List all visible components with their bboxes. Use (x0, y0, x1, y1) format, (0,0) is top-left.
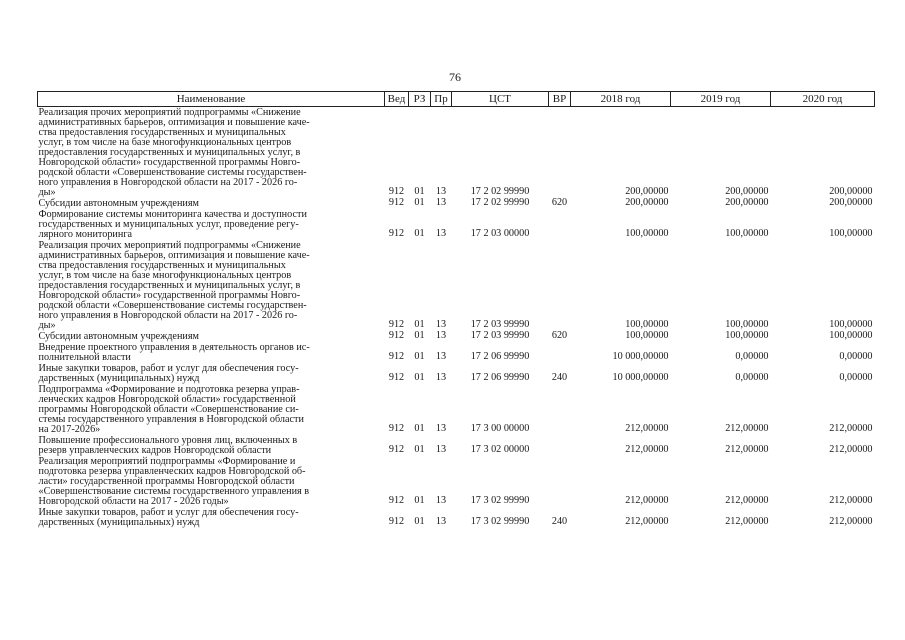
page-number: 76 (449, 70, 461, 84)
amount-2018-cell: 100,00000 (625, 330, 669, 341)
row-name-line: резерв управленческих кадров Новгородской области (38, 445, 272, 456)
amount-2019-cell: 0,00000 (735, 351, 769, 362)
row-name-line: Повышение профессионального уровня лиц, включенных в (38, 435, 298, 446)
row-name-line: дарственных (муниципальных) нужд (38, 517, 200, 528)
amount-2018-cell: 212,00000 (625, 495, 669, 506)
amount-2018-cell: 100,00000 (625, 228, 669, 239)
rz-cell: 01 (414, 444, 425, 455)
ved-cell: 912 (388, 351, 405, 362)
row-name-line: государственных и муниципальных услуг, проведение регу- (38, 219, 299, 230)
row-name-line: ласти» государственной программы Новгородской области (38, 476, 295, 487)
row-name-line: Новгородской области» государственной программы Новго- (38, 290, 301, 301)
amount-2020-cell: 100,00000 (829, 330, 873, 341)
row-name-line: Реализация прочих мероприятий подпрограммы «Снижение (38, 240, 301, 251)
cst-cell: 17 2 06 99990 (470, 372, 530, 383)
pr-cell: 13 (435, 444, 447, 455)
rz-cell: 01 (414, 330, 425, 341)
amount-2018-cell: 10 000,00000 (612, 372, 669, 383)
row-name-cell (38, 107, 385, 199)
row-name-line: Субсидии автономным учреждениям (38, 331, 199, 342)
row-name-line: родской области «Совершенствование системы государствен- (38, 167, 307, 178)
row-name-line: Новгородской области на 2017 - 2026 годы» (38, 496, 229, 507)
rz-cell: 01 (414, 197, 425, 208)
row-name-line: Внедрение проектного управления в деятельность органов ис- (38, 342, 310, 353)
amount-2020-cell: 212,00000 (829, 423, 873, 434)
pr-cell: 13 (435, 495, 447, 506)
row-name-line: Иные закупки товаров, работ и услуг для обеспечения госу- (38, 363, 299, 374)
row-name-line: родской области «Совершенствование системы государствен- (38, 300, 307, 311)
row-name-line: дарственных (муниципальных) нужд (38, 373, 200, 384)
table-row (38, 384, 875, 435)
row-name-cell (38, 384, 385, 435)
vr-cell (549, 384, 571, 435)
row-name-line: предоставления государственных и муниципальных услуг, в (38, 147, 301, 158)
vr-cell (549, 107, 571, 199)
pr-cell: 13 (435, 228, 447, 239)
amount-2018-cell: 212,00000 (625, 444, 669, 455)
amount-2019-cell: 212,00000 (725, 516, 769, 527)
row-name-line: Формирование системы мониторинга качества и доступности (38, 209, 307, 220)
vr-cell (549, 209, 571, 240)
ved-cell: 912 (388, 444, 405, 455)
pr-cell: 13 (435, 372, 447, 383)
row-name-line: Подпрограмма «Формирование и подготовка резерва управ- (38, 384, 300, 395)
row-name-line: административных барьеров, оптимизация и повышение каче- (38, 117, 310, 128)
amount-2019-cell: 100,00000 (725, 228, 769, 239)
row-name-line: административных барьеров, оптимизация и повышение каче- (38, 250, 310, 261)
row-name-line: программы Новгородской области «Совершенствование си- (38, 404, 299, 415)
vr-cell: 620 (551, 197, 568, 208)
table-row (38, 363, 875, 384)
amount-2020-cell: 0,00000 (839, 351, 873, 362)
header-vr: ВР (549, 92, 571, 107)
pr-cell: 13 (435, 330, 447, 341)
row-name-line: ного управления в Новгородской области на 2017 - 2026 го- (38, 310, 298, 321)
ved-cell: 912 (388, 516, 405, 527)
row-name-line: подготовка резерва управленческих кадров Новгородской об- (38, 466, 306, 477)
vr-cell: 240 (551, 516, 568, 527)
amount-2020-cell: 0,00000 (839, 372, 873, 383)
amount-2018-cell: 100,00000 (625, 319, 669, 330)
ved-cell: 912 (388, 319, 405, 330)
row-name-line: «Совершенствование системы государственного управления в (38, 486, 310, 497)
ved-cell: 912 (388, 372, 405, 383)
row-name-cell (38, 240, 385, 331)
table-row (38, 240, 875, 331)
cst-cell: 17 3 02 99990 (470, 495, 530, 506)
row-name-line: ды» (38, 187, 56, 198)
row-name-line: Реализация прочих мероприятий подпрограммы «Снижение (38, 107, 301, 118)
header-cst: ЦСТ (452, 92, 549, 107)
row-name-cell (38, 198, 385, 209)
table-header-row (38, 92, 875, 107)
row-name-line: ства предоставления государственных и муниципальных (38, 260, 286, 271)
table-row (38, 209, 875, 240)
pr-cell: 13 (435, 516, 447, 527)
amount-2018-cell: 212,00000 (625, 516, 669, 527)
amount-2018-cell: 200,00000 (625, 197, 669, 208)
row-name-line: предоставления государственных и муниципальных услуг, в (38, 280, 301, 291)
cst-cell: 17 2 02 99990 (470, 197, 530, 208)
table-row (38, 456, 875, 507)
rz-cell: 01 (414, 319, 425, 330)
header-2020: 2020 год (771, 92, 875, 107)
amount-2019-cell: 200,00000 (725, 197, 769, 208)
pr-cell: 13 (435, 423, 447, 434)
vr-cell (549, 342, 571, 363)
row-name-cell (38, 209, 385, 240)
header-ved: Вед (385, 92, 409, 107)
row-name-line: Реализация мероприятий подпрограммы «Формирование и (38, 456, 296, 467)
amount-2020-cell: 212,00000 (829, 495, 873, 506)
rz-cell: 01 (414, 186, 425, 197)
header-2018: 2018 год (571, 92, 671, 107)
header-rz: РЗ (409, 92, 431, 107)
vr-cell: 620 (551, 330, 568, 341)
rz-cell: 01 (414, 423, 425, 434)
amount-2018-cell: 212,00000 (625, 423, 669, 434)
amount-2019-cell: 200,00000 (725, 186, 769, 197)
amount-2020-cell: 100,00000 (829, 228, 873, 239)
amount-2018-cell: 200,00000 (625, 186, 669, 197)
vr-cell: 240 (551, 372, 568, 383)
amount-2020-cell: 212,00000 (829, 444, 873, 455)
row-name-cell (38, 342, 385, 363)
ved-cell: 912 (388, 228, 405, 239)
amount-2019-cell: 212,00000 (725, 495, 769, 506)
cst-cell: 17 2 02 99990 (470, 186, 530, 197)
pr-cell: 13 (435, 319, 447, 330)
cst-cell: 17 2 03 00000 (470, 228, 530, 239)
amount-2019-cell: 100,00000 (725, 319, 769, 330)
amount-2019-cell: 212,00000 (725, 444, 769, 455)
pr-cell: 13 (435, 186, 447, 197)
row-name-line: Субсидии автономным учреждениям (38, 198, 199, 209)
ved-cell: 912 (388, 197, 405, 208)
table-row (38, 342, 875, 363)
cst-cell: 17 3 00 00000 (470, 423, 530, 434)
rz-cell: 01 (414, 351, 425, 362)
amount-2020-cell: 200,00000 (829, 186, 873, 197)
table-body (38, 107, 875, 529)
amount-2018-cell: 10 000,00000 (612, 351, 669, 362)
amount-2020-cell: 212,00000 (829, 516, 873, 527)
row-name-line: услуг, в том числе на базе многофункциональных центров (38, 137, 292, 148)
vr-cell (549, 456, 571, 507)
table-row (38, 198, 875, 209)
rz-cell: 01 (414, 372, 425, 383)
row-name-line: ленческих кадров Новгородской области» государственной (38, 394, 296, 405)
header-2019: 2019 год (671, 92, 771, 107)
budget-table (37, 91, 875, 528)
row-name-line: на 2017-2026» (38, 424, 101, 435)
row-name-cell (38, 363, 385, 384)
header-pr: Пр (431, 92, 452, 107)
amount-2020-cell: 200,00000 (829, 197, 873, 208)
header-name: Наименование (38, 92, 385, 107)
amount-2020-cell: 100,00000 (829, 319, 873, 330)
table-row (38, 107, 875, 199)
table-row (38, 331, 875, 342)
row-name-line: услуг, в том числе на базе многофункциональных центров (38, 270, 292, 281)
amount-2019-cell: 212,00000 (725, 423, 769, 434)
row-name-line: Иные закупки товаров, работ и услуг для обеспечения госу- (38, 507, 299, 518)
vr-cell (549, 435, 571, 456)
row-name-line: Новгородской области» государственной программы Новго- (38, 157, 301, 168)
cst-cell: 17 2 03 99990 (470, 330, 530, 341)
pr-cell: 13 (435, 351, 447, 362)
rz-cell: 01 (414, 228, 425, 239)
rz-cell: 01 (414, 495, 425, 506)
row-name-line: стемы государственного управления в Новгородской области (38, 414, 304, 425)
row-name-cell (38, 331, 385, 342)
table-row (38, 507, 875, 528)
row-name-cell (38, 456, 385, 507)
cst-cell: 17 3 02 99990 (470, 516, 530, 527)
row-name-cell (38, 435, 385, 456)
row-name-line: ды» (38, 320, 56, 331)
cst-cell: 17 2 06 99990 (470, 351, 530, 362)
amount-2019-cell: 100,00000 (725, 330, 769, 341)
cst-cell: 17 3 02 00000 (470, 444, 530, 455)
table-row (38, 435, 875, 456)
ved-cell: 912 (388, 330, 405, 341)
row-name-line: лярного мониторинга (38, 229, 133, 240)
cst-cell: 17 2 03 99990 (470, 319, 530, 330)
row-name-line: ного управления в Новгородской области на 2017 - 2026 го- (38, 177, 298, 188)
vr-cell (549, 240, 571, 331)
ved-cell: 912 (388, 423, 405, 434)
pr-cell: 13 (435, 197, 447, 208)
rz-cell: 01 (414, 516, 425, 527)
ved-cell: 912 (388, 495, 405, 506)
amount-2019-cell: 0,00000 (735, 372, 769, 383)
row-name-cell (38, 507, 385, 528)
row-name-line: ства предоставления государственных и муниципальных (38, 127, 286, 138)
ved-cell: 912 (388, 186, 405, 197)
row-name-line: полнительной власти (38, 352, 131, 363)
